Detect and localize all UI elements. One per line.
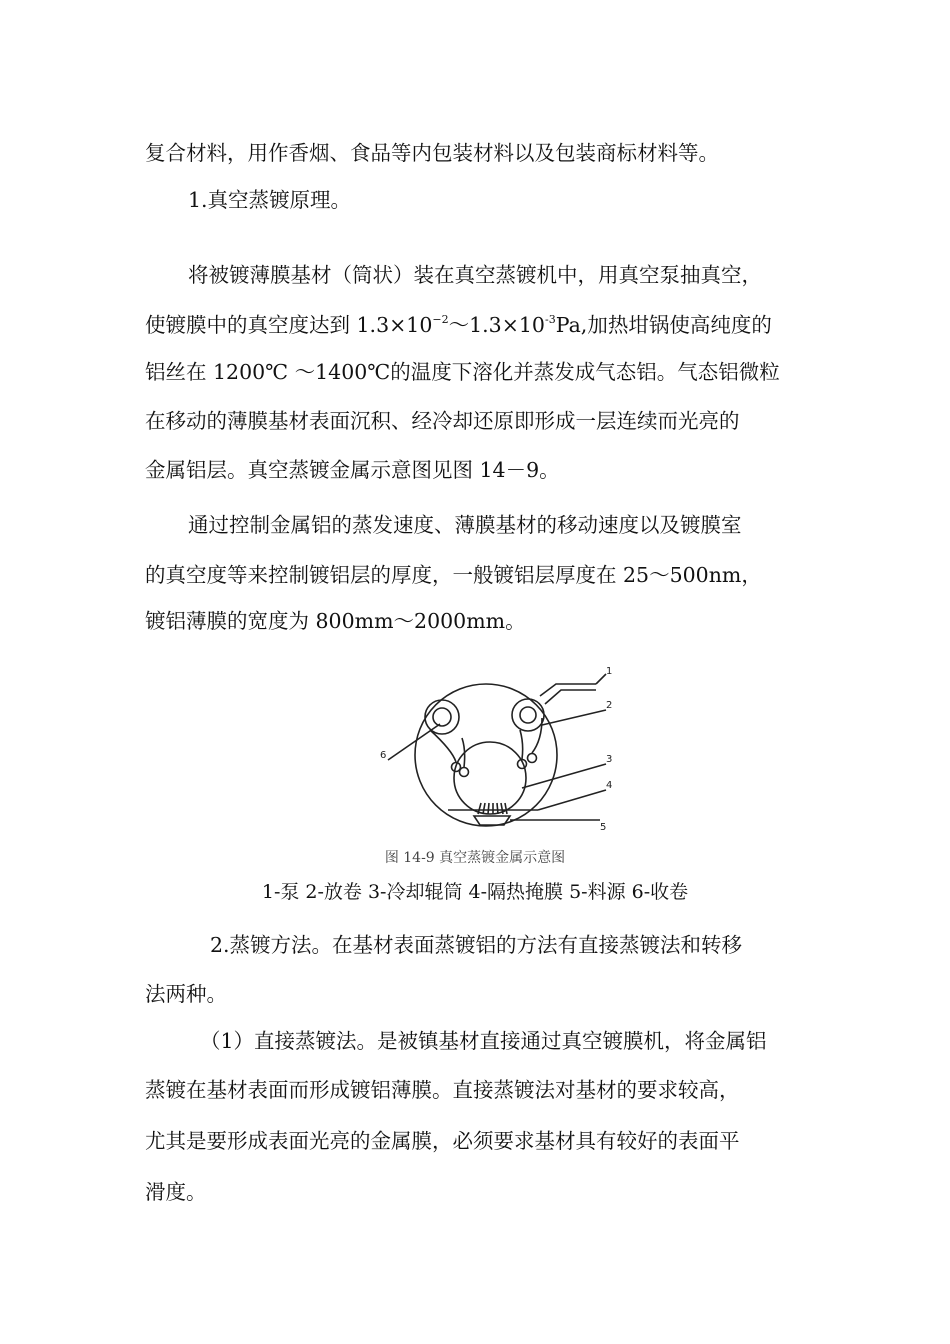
unwinding-roll	[512, 699, 544, 731]
text-line-4b: ～1.3×10	[448, 313, 545, 337]
figure-legend: 1-泵 2-放卷 3-冷却辊筒 4-隔热掩膜 5-料源 6-收卷	[261, 881, 689, 903]
exponent-2: -3	[544, 313, 556, 327]
leader-2	[542, 710, 606, 725]
text-line-6: 在移动的薄膜基材表面沉积、经冷却还原即形成一层连续而光亮的	[145, 409, 740, 433]
leader-6	[388, 724, 440, 760]
text-line-5: 铝丝在 1200℃ ～1400℃的温度下溶化并蒸发成气态铝。气态铝微粒	[145, 360, 780, 384]
text-line-3: 将被镀薄膜基材（筒状）装在真空蒸镀机中，用真空泵抽真空，	[188, 263, 762, 287]
winding-roll-core	[433, 708, 451, 726]
text-line-4a: 使镀膜中的真空度达到 1.3×10	[145, 313, 433, 337]
text-line-16: 滑度。	[145, 1180, 207, 1204]
text-line-7: 金属铝层。真空蒸镀金属示意图见图 14－9。	[145, 458, 560, 482]
winding-roll	[425, 700, 459, 734]
section-heading-2: 2.蒸镀方法。在基材表面蒸镀铝的方法有直接蒸镀法和转移	[210, 933, 743, 957]
leader-3	[522, 764, 606, 788]
text-line-10: 镀铝薄膜的宽度为 800mm～2000mm。	[145, 609, 526, 633]
exponent-1: −2	[432, 313, 449, 327]
section-heading-1: 1.真空蒸镀原理。	[188, 188, 352, 212]
pump-pipe	[540, 684, 596, 704]
text-line-12: 法两种。	[145, 982, 227, 1006]
text-line-1: 复合材料，用作香烟、食品等内包装材料以及包装商标材料等。	[145, 141, 719, 165]
text-line-8: 通过控制金属铝的蒸发速度、薄膜基材的移动速度以及镀膜室	[188, 513, 742, 537]
diagram-label-4: 4	[606, 780, 613, 791]
diagram-label-2: 2	[606, 700, 613, 711]
vacuum-coating-diagram	[370, 660, 650, 835]
diagram-label-1: 1	[606, 666, 613, 677]
guide-roller-left-2	[460, 768, 469, 777]
vapor-lines	[478, 803, 507, 814]
leader-4	[538, 790, 606, 810]
text-line-4c: Pa,加热坩锅使高纯度的	[555, 313, 772, 337]
text-line-14: 蒸镀在基材表面而形成镀铝薄膜。直接蒸镀法对基材的要求较高，	[145, 1078, 740, 1102]
text-line-15: 尤其是要形成表面光亮的金属膜，必须要求基材具有较好的表面平	[145, 1129, 740, 1153]
text-line-4	[145, 311, 772, 339]
diagram-label-3: 3	[606, 754, 613, 765]
figure-caption: 图 14-9 真空蒸镀金属示意图	[384, 850, 566, 866]
text-line-13: （1）直接蒸镀法。是被镇基材直接通过真空镀膜机，将金属铝	[200, 1029, 767, 1053]
diagram-label-6: 6	[380, 750, 387, 761]
guide-roller-right-2	[528, 754, 537, 763]
diagram-label-5: 5	[600, 822, 607, 833]
leader-1	[596, 674, 606, 684]
unwinding-roll-core	[520, 707, 536, 723]
text-line-9: 的真空度等来控制镀铝层的厚度，一般镀铝层厚度在 25～500nm，	[145, 563, 762, 587]
material-source	[474, 816, 510, 825]
